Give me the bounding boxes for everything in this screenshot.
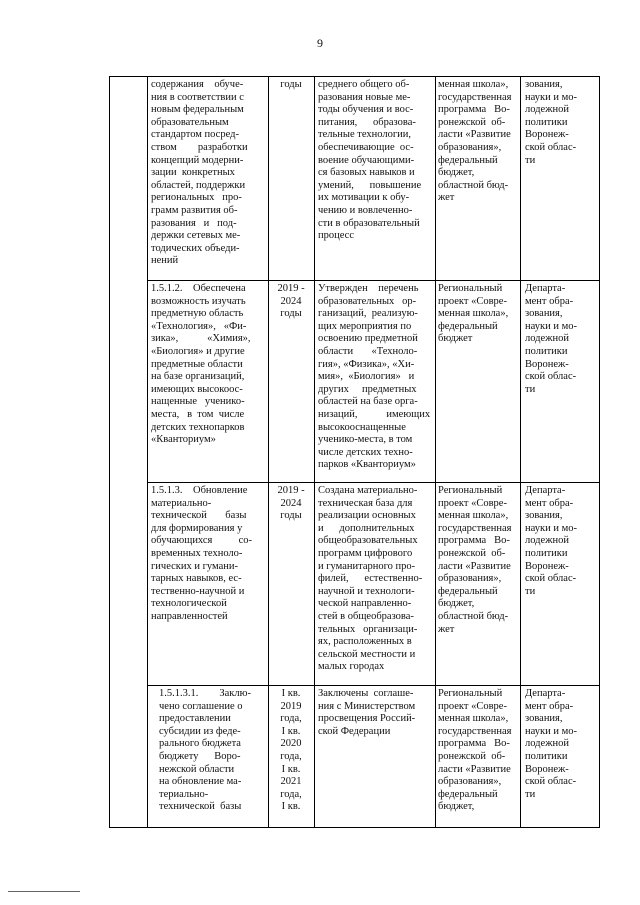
column-divider-4 xyxy=(435,76,436,828)
page-number: 9 xyxy=(317,36,323,50)
table-cell-result: Заключены соглаше- ния с Министерством просвещения Россий- ской Федерации xyxy=(318,688,416,737)
column-divider-1 xyxy=(147,76,148,828)
table-cell-executor: зования, науки и мо- лодежной политики Воронеж- ской облас- ти xyxy=(525,79,577,166)
row-divider-3 xyxy=(147,685,600,686)
table-cell-executor: Департа- мент обра- зования, науки и мо- лодежной политики Воронеж- ской облас- ти xyxy=(525,283,577,395)
table-cell-result: Создана материально- техническая база для реализации основных и дополнительных общеобразовательных программ цифрового и гуманитарного про- филей, естественно- научной и технологи- ческой направленно- стей в общеобразова- тельных организаци- ях, расположенных в сельской местности и малых городах xyxy=(318,485,423,673)
table-cell-source: менная школа», государственная программа Во- ронежской об- ласти «Развитие образования», федеральный бюджет, областной бюд- жет xyxy=(438,79,512,204)
table-cell-measure: 1.5.1.3. Обновление материально- технической базы для формирования у обучающихся со- временных техноло- гических и гумани- тарных навыков, ес- тественно-научной и технологической направленностей xyxy=(151,485,253,622)
table-border-left xyxy=(109,76,110,828)
table-cell-source: Региональный проект «Совре- менная школа», федеральный бюджет xyxy=(438,283,509,345)
table-cell-executor: Департа- мент обра- зования, науки и мо- лодежной политики Воронеж- ской облас- ти xyxy=(525,485,577,597)
table-cell-measure: содержания обуче- ния в соответствии с новым федеральным образовательным стандартом посред- ством разработки концепций модерни- зации конкретных областей, поддержки региональных про- грамм развития об- разования и под- держки сетевых ме- тодических объеди- нений xyxy=(151,79,248,267)
column-divider-5 xyxy=(520,76,521,828)
table-cell-period: годы xyxy=(280,79,302,90)
table-cell-period: 2019 - 2024 годы xyxy=(277,283,305,320)
table-cell-source: Региональный проект «Совре- менная школа», государственная программа Во- ронежской об- ласти «Развитие образования», федеральный бюджет, xyxy=(438,688,512,813)
table-cell-result: среднего общего об- разования новые ме- тоды обучения и вос- питания, образова- тельные технологии, обеспечивающие ос- воение обучающими- ся базовых навыков и умений, повышение их мотивации к обу- чению и вовлеченно- сти в образовательный процесс xyxy=(318,79,422,242)
table-cell-measure: 1.5.1.3.1. Заклю- чено соглашение о предоставлении субсидии из феде- рального бюджета бюджету Воро- нежской области на обновление ма- териально- технической базы xyxy=(159,688,251,813)
table-cell-period: 2019 - 2024 годы xyxy=(277,485,305,522)
table-cell-executor: Департа- мент обра- зования, науки и мо- лодежной политики Воронеж- ской облас- ти xyxy=(525,688,577,800)
table-cell-source: Региональный проект «Совре- менная школа», государственная программа Во- ронежской об- ласти «Развитие образования», федеральный бюджет, областной бюд- жет xyxy=(438,485,512,635)
footer-rule xyxy=(8,891,80,892)
table-cell-result: Утвержден перечень образовательных ор- ганизаций, реализую- щих мероприятия по освоению предметной области «Техноло- гия», «Физика», «Хи- мия», «Биология» и других предметных областей на базе орга- низаций, имеющих высокооснащенные ученико-места, в том числе детских техно- парков «Кванториум» xyxy=(318,283,431,471)
row-divider-2 xyxy=(147,482,600,483)
table-border-bottom xyxy=(109,827,600,828)
table-cell-period: I кв. 2019 года, I кв. 2020 года, I кв. 2021 года, I кв. xyxy=(280,688,302,813)
table-cell-measure: 1.5.1.2. Обеспечена возможность изучать предметную область «Технология», «Фи- зика», «Химия», «Биология» и другие предметные области на базе организаций, имеющих высокоос- нащенные ученико- места, в том числе детских технопарков «Кванториум» xyxy=(151,283,251,446)
column-divider-2 xyxy=(268,76,269,828)
table-border-top xyxy=(109,76,600,77)
column-divider-3 xyxy=(314,76,315,828)
row-divider-1 xyxy=(147,280,600,281)
table-border-right xyxy=(599,76,600,828)
